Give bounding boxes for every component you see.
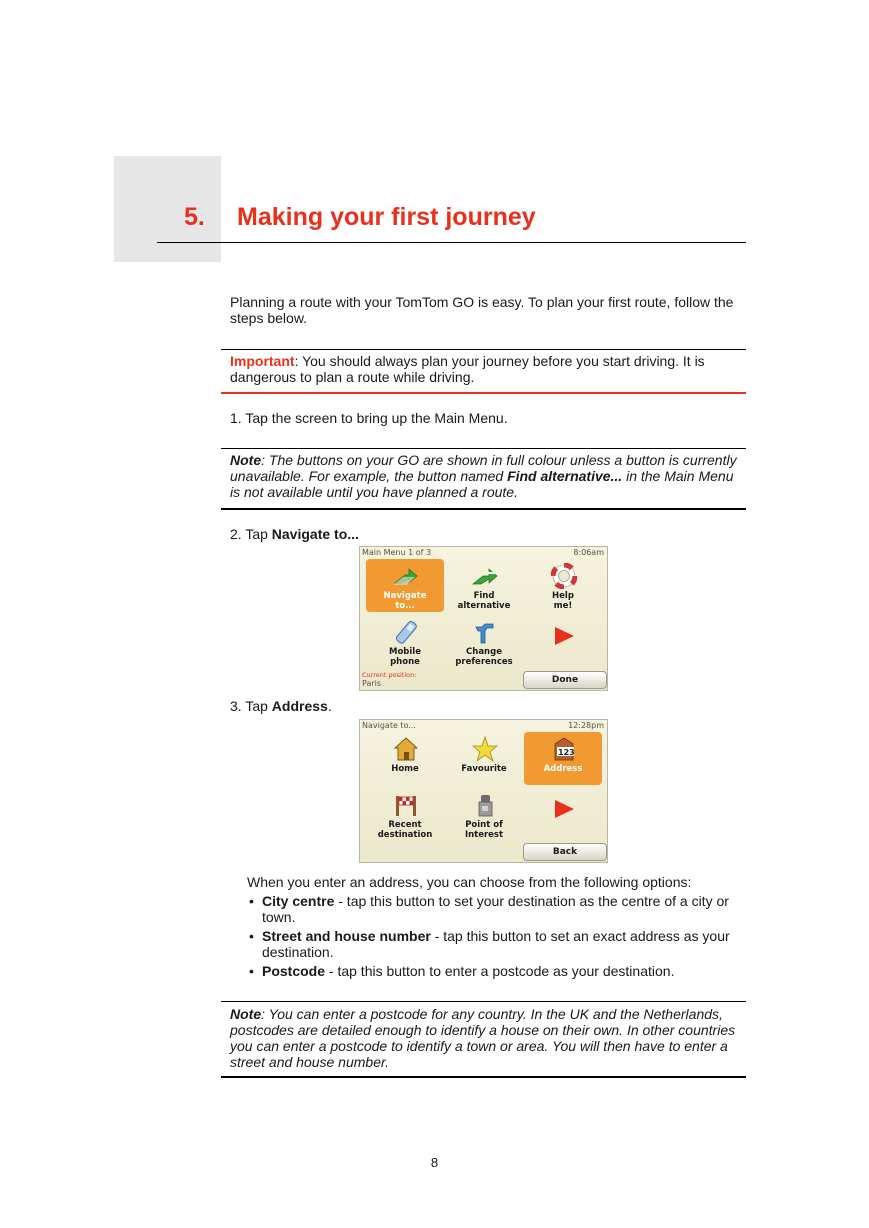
- step3-suffix: .: [327, 698, 332, 714]
- tile-label: Navigate: [383, 591, 427, 601]
- step-3: [230, 698, 746, 714]
- tile-label: Mobile: [389, 647, 421, 657]
- tile-label: alternative: [457, 601, 511, 611]
- note2-top-rule: [221, 1001, 746, 1002]
- step-1: 1. Tap the screen to bring up the Main Menu.: [230, 410, 508, 426]
- note1-label: Note: [230, 452, 262, 468]
- option-text: - tap this button to enter a postcode as your destination.: [325, 963, 675, 979]
- tile-label: to...: [395, 601, 415, 611]
- favourite-button[interactable]: [445, 732, 523, 785]
- note1-text-b: in the Main Menu is not available until you have planned a route.: [230, 468, 734, 500]
- list-item: [247, 928, 746, 960]
- note1-bottom-rule: [221, 508, 746, 510]
- option-text: - tap this button to set your destination as the centre of a city or town.: [262, 893, 729, 925]
- options-intro: When you enter an address, you can choose from the following options:: [247, 874, 692, 890]
- tile-label: Interest: [464, 830, 504, 840]
- note2-label: Note: [230, 1006, 262, 1022]
- important-top-rule: [221, 349, 746, 350]
- option-title: Postcode: [262, 963, 326, 979]
- done-button[interactable]: Done: [523, 671, 607, 689]
- tile-label: phone: [390, 657, 420, 667]
- current-position-label: Current position:: [362, 671, 417, 679]
- mobile-phone-icon: [393, 619, 419, 645]
- important-bottom-rule: [221, 392, 746, 394]
- list-item: [247, 963, 746, 979]
- important-note: [230, 353, 746, 385]
- tile-label: Change: [466, 647, 502, 657]
- svg-text:123: 123: [558, 748, 575, 757]
- address-options: [247, 874, 746, 982]
- star-icon: [472, 736, 498, 762]
- important-text: : You should always plan your journey before you start driving. It is dangerous to plan a route while driving.: [230, 353, 705, 385]
- finish-flag-icon: [393, 792, 419, 818]
- poi-icon: [472, 792, 498, 818]
- note-1: [230, 452, 746, 500]
- recent-destination-button[interactable]: [366, 788, 444, 841]
- find-alternative-button[interactable]: [445, 559, 523, 612]
- navigate-to-button[interactable]: [366, 559, 444, 612]
- list-item: [247, 893, 746, 925]
- screen1-header: [360, 547, 607, 558]
- change-preferences-button[interactable]: [445, 615, 523, 668]
- option-text: - tap this button to set an exact address as your destination.: [262, 928, 730, 960]
- tile-label: Home: [391, 764, 419, 774]
- house-icon: [393, 736, 419, 762]
- navigate-to-screenshot: [359, 719, 608, 863]
- address-button[interactable]: [524, 732, 602, 785]
- tile-label: Find: [473, 591, 495, 601]
- address-sign-icon: [551, 736, 577, 762]
- lifebuoy-icon: [551, 563, 577, 589]
- tile-label: me!: [553, 601, 573, 611]
- step-2: [230, 526, 746, 542]
- option-title: City centre: [262, 893, 335, 909]
- note-2: [230, 1006, 746, 1070]
- option-title: Street and house number: [262, 928, 431, 944]
- screen2-clock: 12:28pm: [568, 721, 604, 730]
- mobile-phone-button[interactable]: [366, 615, 444, 668]
- screen1-clock: 8:06am: [573, 548, 604, 557]
- wrench-icon: [472, 619, 498, 645]
- step2-bold: Navigate to...: [271, 526, 359, 542]
- chapter-number: 5.: [184, 203, 205, 231]
- next-page-arrow-icon[interactable]: [553, 799, 575, 819]
- note2-bottom-rule: [221, 1076, 746, 1078]
- current-city: Paris: [362, 679, 382, 688]
- note1-bold: Find alternative...: [507, 468, 623, 484]
- tile-label: Favourite: [461, 764, 507, 774]
- important-label: Important: [230, 353, 295, 369]
- tile-label: Point of: [465, 820, 503, 830]
- chapter-marker-block: [114, 156, 221, 262]
- back-button[interactable]: Back: [523, 843, 607, 861]
- main-menu-screenshot: [359, 546, 608, 691]
- step3-prefix: 3. Tap: [230, 698, 272, 714]
- tile-label: preferences: [455, 657, 513, 667]
- note1-text-a: : The buttons on your GO are shown in full colour unless a button is currently unavailable. For example, the button named: [230, 452, 737, 484]
- note1-top-rule: [221, 448, 746, 449]
- next-page-arrow-icon[interactable]: [553, 626, 575, 646]
- screen2-header: [360, 720, 607, 731]
- intro-paragraph: Planning a route with your TomTom GO is easy. To plan your first route, follow the steps below.: [230, 294, 734, 326]
- help-me-button[interactable]: [524, 559, 602, 612]
- screen1-header-title: Main Menu 1 of 3: [362, 548, 432, 557]
- chapter-title: Making your first journey: [237, 203, 536, 231]
- note2-text: : You can enter a postcode for any country. In the UK and the Netherlands, postcodes are detailed enough to identify a house on their own. In other countries you can enter a postcode to identify a town or area. You will then have to enter a street and house number.: [230, 1006, 736, 1070]
- screen2-header-title: Navigate to...: [362, 721, 416, 730]
- tile-label: Recent: [388, 820, 422, 830]
- tile-label: destination: [377, 830, 433, 840]
- navigate-arrow-icon: [393, 563, 419, 589]
- title-divider: [157, 242, 746, 243]
- step2-prefix: 2. Tap: [230, 526, 272, 542]
- tile-label: Address: [543, 764, 583, 774]
- point-of-interest-button[interactable]: [445, 788, 523, 841]
- find-alternative-icon: [472, 563, 498, 589]
- tile-label: Help: [552, 591, 574, 601]
- page-number: 8: [430, 1155, 439, 1170]
- step3-bold: Address: [271, 698, 328, 714]
- home-button[interactable]: [366, 732, 444, 785]
